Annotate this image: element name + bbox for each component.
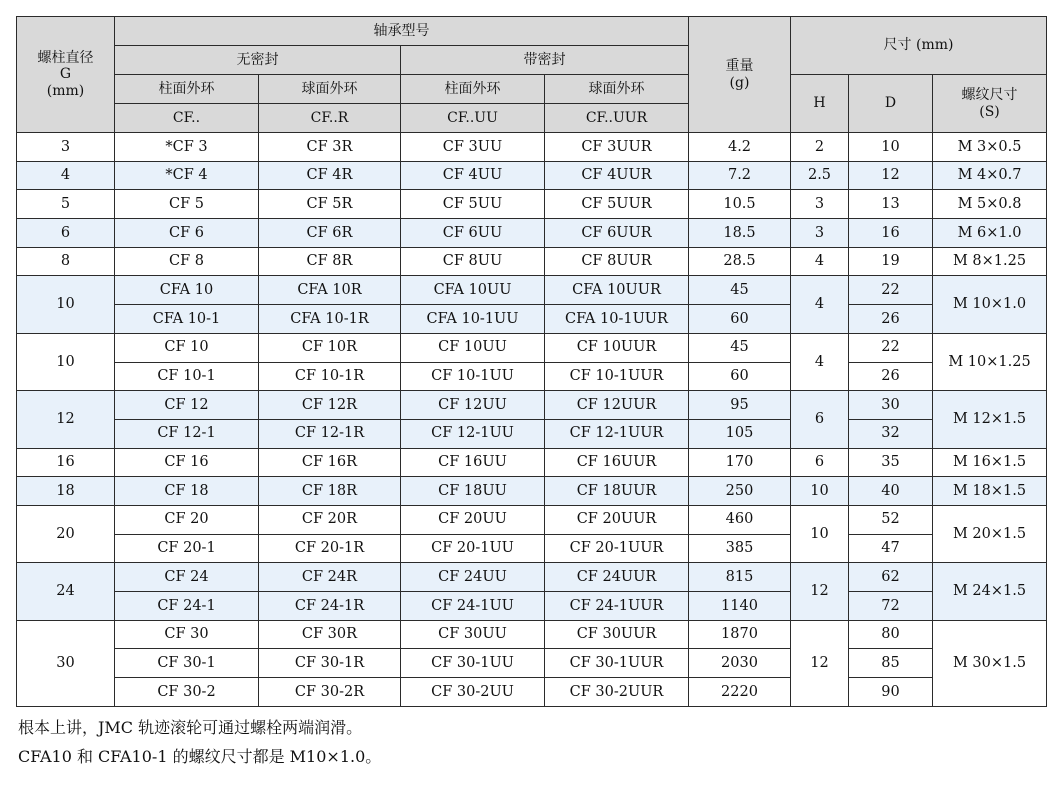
cell-cfuu: CF 10-1UU xyxy=(401,362,545,391)
cell-cfuur: CF 8UUR xyxy=(545,247,689,276)
cell-cfuu: CF 20UU xyxy=(401,505,545,534)
header-thread-symbol: (S) xyxy=(979,103,1000,120)
header-g-unit: (mm) xyxy=(46,82,85,99)
cell-cfuu: CF 16UU xyxy=(401,448,545,477)
footnotes xyxy=(18,713,381,771)
cell-weight: 95 xyxy=(689,391,791,420)
cell-cf: CF 10 xyxy=(115,333,259,362)
cell-g: 8 xyxy=(17,247,115,276)
cell-weight: 2030 xyxy=(689,649,791,678)
cell-thread: M 20×1.5 xyxy=(933,505,1047,562)
cell-g: 10 xyxy=(17,333,115,390)
cell-thread: M 10×1.25 xyxy=(933,333,1047,390)
header-no-seal: 无密封 xyxy=(115,46,401,75)
header-sph-outer-2: 球面外环 xyxy=(545,75,689,104)
cell-weight: 1870 xyxy=(689,620,791,649)
cell-cfuu: CFA 10-1UU xyxy=(401,305,545,334)
cell-weight: 385 xyxy=(689,534,791,563)
cell-d: 52 xyxy=(849,505,933,534)
cell-h: 4 xyxy=(791,247,849,276)
cell-cfuur: CF 20UUR xyxy=(545,505,689,534)
cell-cfuur: CF 12-1UUR xyxy=(545,419,689,448)
table-row xyxy=(17,190,1047,219)
cell-cfuur: CFA 10UUR xyxy=(545,276,689,305)
header-g-label: 螺柱直径 xyxy=(37,50,94,67)
cell-d: 85 xyxy=(849,649,933,678)
cell-cfuur: CF 12UUR xyxy=(545,391,689,420)
header-code-cf: CF.. xyxy=(115,104,259,133)
header-code-cfr: CF..R xyxy=(259,104,401,133)
cell-cfr: CFA 10R xyxy=(259,276,401,305)
cell-cfr: CF 18R xyxy=(259,477,401,506)
cell-cf: CF 20-1 xyxy=(115,534,259,563)
cell-d: 40 xyxy=(849,477,933,506)
cell-cfr: CF 10R xyxy=(259,333,401,362)
header-thread xyxy=(933,75,1047,133)
header-weight xyxy=(689,17,791,133)
cell-h: 3 xyxy=(791,190,849,219)
cell-g: 10 xyxy=(17,276,115,333)
cell-cfr: CF 16R xyxy=(259,448,401,477)
cell-g: 5 xyxy=(17,190,115,219)
bearing-spec-table xyxy=(16,16,1047,707)
cell-d: 62 xyxy=(849,563,933,592)
cell-cfuur: CF 10UUR xyxy=(545,333,689,362)
table-row xyxy=(17,419,1047,448)
table-row xyxy=(17,477,1047,506)
cell-weight: 7.2 xyxy=(689,161,791,190)
cell-d: 22 xyxy=(849,333,933,362)
cell-cfr: CF 3R xyxy=(259,133,401,162)
cell-h: 2.5 xyxy=(791,161,849,190)
table-row xyxy=(17,333,1047,362)
cell-weight: 10.5 xyxy=(689,190,791,219)
cell-g: 30 xyxy=(17,620,115,706)
cell-cfr: CF 24-1R xyxy=(259,592,401,621)
cell-cfr: CF 20R xyxy=(259,505,401,534)
table-row xyxy=(17,219,1047,248)
cell-weight: 18.5 xyxy=(689,219,791,248)
table-row xyxy=(17,247,1047,276)
table-body xyxy=(17,133,1047,707)
cell-d: 80 xyxy=(849,620,933,649)
cell-g: 4 xyxy=(17,161,115,190)
cell-weight: 105 xyxy=(689,419,791,448)
cell-cfuur: CF 24-1UUR xyxy=(545,592,689,621)
cell-cfr: CF 30-2R xyxy=(259,678,401,707)
cell-h: 2 xyxy=(791,133,849,162)
cell-cfuur: CF 20-1UUR xyxy=(545,534,689,563)
cell-g: 20 xyxy=(17,505,115,562)
cell-cf: CF 30-1 xyxy=(115,649,259,678)
cell-cf: CFA 10 xyxy=(115,276,259,305)
table-row xyxy=(17,505,1047,534)
cell-cfr: CF 4R xyxy=(259,161,401,190)
cell-h: 3 xyxy=(791,219,849,248)
header-sph-outer-1: 球面外环 xyxy=(259,75,401,104)
cell-d: 16 xyxy=(849,219,933,248)
cell-thread: M 4×0.7 xyxy=(933,161,1047,190)
cell-thread: M 10×1.0 xyxy=(933,276,1047,333)
cell-cf: *CF 3 xyxy=(115,133,259,162)
cell-cf: CF 12 xyxy=(115,391,259,420)
cell-d: 10 xyxy=(849,133,933,162)
cell-cf: CFA 10-1 xyxy=(115,305,259,334)
cell-cfuur: CF 30UUR xyxy=(545,620,689,649)
header-h: H xyxy=(791,75,849,133)
cell-thread: M 6×1.0 xyxy=(933,219,1047,248)
cell-weight: 460 xyxy=(689,505,791,534)
cell-cfr: CF 30R xyxy=(259,620,401,649)
table-row xyxy=(17,448,1047,477)
table-row xyxy=(17,161,1047,190)
cell-cf: *CF 4 xyxy=(115,161,259,190)
table-row xyxy=(17,534,1047,563)
cell-weight: 45 xyxy=(689,333,791,362)
table-row xyxy=(17,620,1047,649)
cell-cfuur: CF 6UUR xyxy=(545,219,689,248)
cell-cfr: CF 12R xyxy=(259,391,401,420)
cell-weight: 60 xyxy=(689,305,791,334)
cell-cfuu: CF 6UU xyxy=(401,219,545,248)
table-row xyxy=(17,592,1047,621)
cell-d: 72 xyxy=(849,592,933,621)
header-weight-unit: (g) xyxy=(729,74,750,91)
cell-cf: CF 30-2 xyxy=(115,678,259,707)
header-with-seal: 带密封 xyxy=(401,46,689,75)
cell-weight: 28.5 xyxy=(689,247,791,276)
header-thread-label: 螺纹尺寸 xyxy=(961,87,1018,104)
cell-cfuu: CF 5UU xyxy=(401,190,545,219)
header-cyl-outer-1: 柱面外环 xyxy=(115,75,259,104)
cell-thread: M 8×1.25 xyxy=(933,247,1047,276)
table-row xyxy=(17,678,1047,707)
header-cyl-outer-2: 柱面外环 xyxy=(401,75,545,104)
cell-cfr: CF 20-1R xyxy=(259,534,401,563)
header-g-diameter xyxy=(17,17,115,133)
cell-cfuur: CFA 10-1UUR xyxy=(545,305,689,334)
header-bearing-model: 轴承型号 xyxy=(115,17,689,46)
cell-cfuu: CF 12-1UU xyxy=(401,419,545,448)
cell-g: 24 xyxy=(17,563,115,620)
header-code-cfuur: CF..UUR xyxy=(545,104,689,133)
cell-cfuu: CF 18UU xyxy=(401,477,545,506)
cell-weight: 250 xyxy=(689,477,791,506)
cell-d: 90 xyxy=(849,678,933,707)
cell-cfr: CF 6R xyxy=(259,219,401,248)
cell-cf: CF 18 xyxy=(115,477,259,506)
cell-d: 35 xyxy=(849,448,933,477)
cell-cfr: CF 24R xyxy=(259,563,401,592)
cell-weight: 170 xyxy=(689,448,791,477)
footnote-lubrication: 根本上讲，JMC 轨迹滚轮可通过螺栓两端润滑。 xyxy=(18,718,363,737)
cell-d: 47 xyxy=(849,534,933,563)
cell-cfuur: CF 4UUR xyxy=(545,161,689,190)
cell-cfr: CF 30-1R xyxy=(259,649,401,678)
cell-weight: 45 xyxy=(689,276,791,305)
cell-cfuur: CF 30-2UUR xyxy=(545,678,689,707)
cell-h: 12 xyxy=(791,563,849,620)
cell-d: 30 xyxy=(849,391,933,420)
cell-cfuur: CF 24UUR xyxy=(545,563,689,592)
cell-d: 13 xyxy=(849,190,933,219)
cell-cfr: CF 12-1R xyxy=(259,419,401,448)
cell-cfuu: CF 20-1UU xyxy=(401,534,545,563)
table-row xyxy=(17,133,1047,162)
cell-cfuur: CF 10-1UUR xyxy=(545,362,689,391)
cell-cfr: CF 8R xyxy=(259,247,401,276)
cell-cfuur: CF 3UUR xyxy=(545,133,689,162)
cell-d: 19 xyxy=(849,247,933,276)
cell-weight: 60 xyxy=(689,362,791,391)
cell-g: 12 xyxy=(17,391,115,448)
cell-weight: 1140 xyxy=(689,592,791,621)
cell-thread: M 16×1.5 xyxy=(933,448,1047,477)
cell-cf: CF 5 xyxy=(115,190,259,219)
cell-cfuu: CF 30UU xyxy=(401,620,545,649)
cell-cfuur: CF 18UUR xyxy=(545,477,689,506)
header-d: D xyxy=(849,75,933,133)
cell-cf: CF 6 xyxy=(115,219,259,248)
cell-h: 10 xyxy=(791,477,849,506)
cell-cf: CF 24 xyxy=(115,563,259,592)
cell-cfuur: CF 30-1UUR xyxy=(545,649,689,678)
footnote-thread-size: CFA10 和 CFA10-1 的螺纹尺寸都是 M10×1.0。 xyxy=(18,747,382,766)
table-row xyxy=(17,305,1047,334)
cell-cfuu: CF 3UU xyxy=(401,133,545,162)
table-row xyxy=(17,362,1047,391)
cell-cfuu: CF 12UU xyxy=(401,391,545,420)
cell-cfuur: CF 16UUR xyxy=(545,448,689,477)
cell-cf: CF 8 xyxy=(115,247,259,276)
header-code-cfuu: CF..UU xyxy=(401,104,545,133)
cell-cf: CF 20 xyxy=(115,505,259,534)
cell-d: 26 xyxy=(849,362,933,391)
table-row xyxy=(17,391,1047,420)
cell-thread: M 24×1.5 xyxy=(933,563,1047,620)
cell-thread: M 3×0.5 xyxy=(933,133,1047,162)
cell-cfuur: CF 5UUR xyxy=(545,190,689,219)
table-row xyxy=(17,649,1047,678)
cell-cfuu: CF 30-1UU xyxy=(401,649,545,678)
cell-h: 4 xyxy=(791,276,849,333)
cell-g: 3 xyxy=(17,133,115,162)
cell-cfr: CFA 10-1R xyxy=(259,305,401,334)
cell-d: 32 xyxy=(849,419,933,448)
cell-g: 6 xyxy=(17,219,115,248)
cell-cfuu: CF 30-2UU xyxy=(401,678,545,707)
cell-d: 12 xyxy=(849,161,933,190)
table-row xyxy=(17,563,1047,592)
cell-cfuu: CF 8UU xyxy=(401,247,545,276)
cell-cfuu: CF 4UU xyxy=(401,161,545,190)
cell-h: 4 xyxy=(791,333,849,390)
header-dimensions: 尺寸 (mm) xyxy=(791,17,1047,75)
cell-d: 22 xyxy=(849,276,933,305)
cell-thread: M 30×1.5 xyxy=(933,620,1047,706)
cell-cf: CF 12-1 xyxy=(115,419,259,448)
table-header xyxy=(17,17,1047,133)
cell-cfr: CF 10-1R xyxy=(259,362,401,391)
cell-thread: M 5×0.8 xyxy=(933,190,1047,219)
cell-cfr: CF 5R xyxy=(259,190,401,219)
cell-h: 12 xyxy=(791,620,849,706)
cell-cf: CF 16 xyxy=(115,448,259,477)
cell-weight: 4.2 xyxy=(689,133,791,162)
cell-cf: CF 30 xyxy=(115,620,259,649)
cell-h: 6 xyxy=(791,391,849,448)
cell-thread: M 18×1.5 xyxy=(933,477,1047,506)
cell-thread: M 12×1.5 xyxy=(933,391,1047,448)
header-weight-label: 重量 xyxy=(725,58,754,75)
cell-d: 26 xyxy=(849,305,933,334)
cell-cf: CF 24-1 xyxy=(115,592,259,621)
cell-cf: CF 10-1 xyxy=(115,362,259,391)
cell-cfuu: CFA 10UU xyxy=(401,276,545,305)
cell-h: 10 xyxy=(791,505,849,562)
cell-cfuu: CF 24UU xyxy=(401,563,545,592)
table-row xyxy=(17,276,1047,305)
cell-weight: 2220 xyxy=(689,678,791,707)
cell-weight: 815 xyxy=(689,563,791,592)
header-g-symbol: G xyxy=(59,66,72,83)
cell-h: 6 xyxy=(791,448,849,477)
cell-cfuu: CF 24-1UU xyxy=(401,592,545,621)
cell-cfuu: CF 10UU xyxy=(401,333,545,362)
cell-g: 16 xyxy=(17,448,115,477)
cell-g: 18 xyxy=(17,477,115,506)
